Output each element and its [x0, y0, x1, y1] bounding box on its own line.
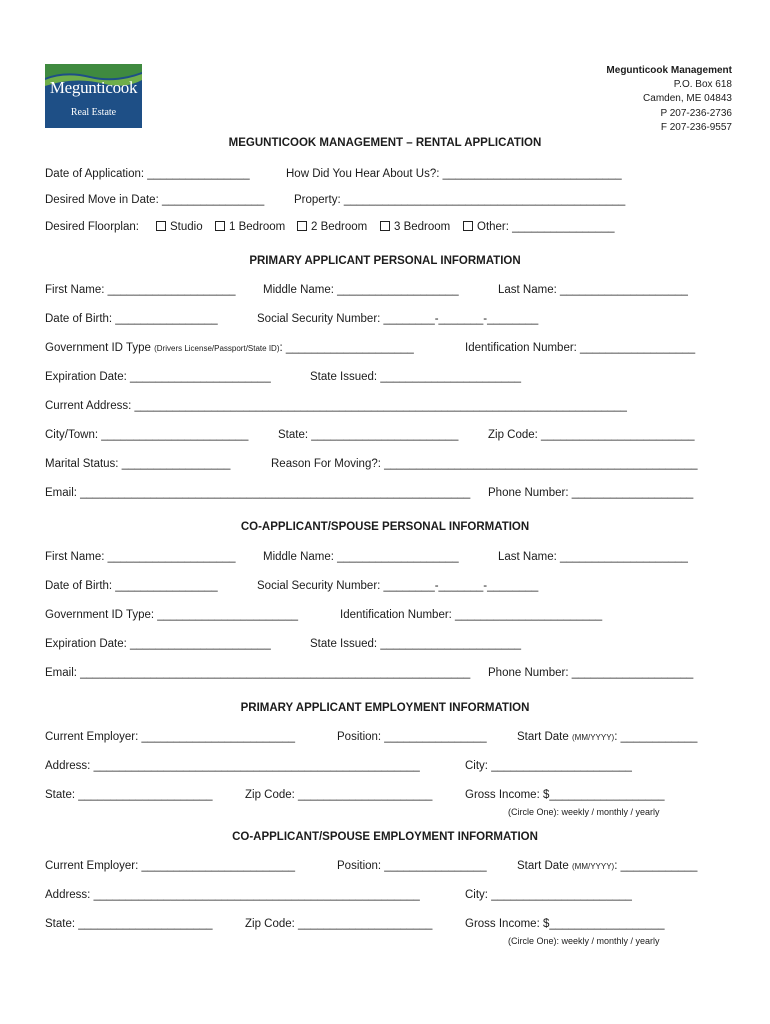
floorplan-other-checkbox[interactable]: Other: ________________	[463, 221, 614, 233]
ce-start-date-field[interactable]: Start Date (MM/YYYY): ____________	[517, 860, 698, 872]
cp-id-number-field[interactable]: Identification Number: _______________________	[340, 609, 603, 621]
pp-first-name-field[interactable]: First Name: ____________________	[45, 284, 236, 296]
logo-title: Megunticook	[49, 78, 138, 97]
floorplan-3bed-checkbox[interactable]: 3 Bedroom	[380, 221, 450, 233]
ce-employer-field[interactable]: Current Employer: ________________________	[45, 860, 296, 872]
checkbox-icon[interactable]	[156, 221, 166, 231]
pp-state-issued-field[interactable]: State Issued: ______________________	[310, 371, 522, 383]
pe-income-frequency[interactable]: (Circle One): weekly / monthly / yearly	[508, 807, 660, 817]
cp-phone-field[interactable]: Phone Number: ___________________	[488, 667, 694, 679]
pp-ssn-field[interactable]: Social Security Number: ________-_______-________	[257, 313, 539, 325]
pp-dob-field[interactable]: Date of Birth: ________________	[45, 313, 218, 325]
cp-first-name-field[interactable]: First Name: ____________________	[45, 551, 236, 563]
primary-employment-heading: PRIMARY APPLICANT EMPLOYMENT INFORMATION	[240, 702, 530, 714]
form-title: MEGUNTICOOK MANAGEMENT – RENTAL APPLICATION	[228, 137, 542, 149]
pe-employer-field[interactable]: Current Employer: ________________________	[45, 731, 296, 743]
company-phone: P 207-236-2736	[660, 107, 732, 119]
cp-dob-field[interactable]: Date of Birth: ________________	[45, 580, 218, 592]
cp-last-name-field[interactable]: Last Name: ____________________	[498, 551, 688, 563]
pe-city-field[interactable]: City: ______________________	[465, 760, 632, 772]
pp-phone-field[interactable]: Phone Number: ___________________	[488, 487, 694, 499]
pp-email-field[interactable]: Email: _____________________________________________________________	[45, 487, 471, 499]
cp-email-field[interactable]: Email: _____________________________________________________________	[45, 667, 471, 679]
pp-govid-field[interactable]: Government ID Type (Drivers License/Passport/State ID): ____________________	[45, 342, 414, 354]
ce-state-field[interactable]: State: _____________________	[45, 918, 213, 930]
pp-middle-name-field[interactable]: Middle Name: ___________________	[263, 284, 459, 296]
pp-id-number-field[interactable]: Identification Number: __________________	[465, 342, 696, 354]
pp-current-address-field[interactable]: Current Address: _____________________________________________________________________________	[45, 400, 627, 412]
company-address-block	[606, 64, 732, 135]
ce-address-field[interactable]: Address: ___________________________________________________	[45, 889, 420, 901]
ce-city-field[interactable]: City: ______________________	[465, 889, 632, 901]
how-hear-field[interactable]: How Did You Hear About Us?: ____________________________	[286, 168, 622, 180]
pe-state-field[interactable]: State: _____________________	[45, 789, 213, 801]
floorplan-studio-checkbox[interactable]: Studio	[156, 221, 203, 233]
cp-middle-name-field[interactable]: Middle Name: ___________________	[263, 551, 459, 563]
checkbox-icon[interactable]	[380, 221, 390, 231]
pe-income-field[interactable]: Gross Income: $__________________	[465, 789, 665, 801]
pp-marital-field[interactable]: Marital Status: _________________	[45, 458, 231, 470]
checkbox-icon[interactable]	[463, 221, 473, 231]
co-personal-heading: CO-APPLICANT/SPOUSE PERSONAL INFORMATION	[240, 521, 530, 533]
cp-ssn-field[interactable]: Social Security Number: ________-_______-________	[257, 580, 539, 592]
floorplan-2bed-checkbox[interactable]: 2 Bedroom	[297, 221, 367, 233]
pp-last-name-field[interactable]: Last Name: ____________________	[498, 284, 688, 296]
logo-subtitle: Real Estate	[70, 107, 117, 118]
co-employment-heading: CO-APPLICANT/SPOUSE EMPLOYMENT INFORMATION	[232, 831, 538, 843]
cp-state-issued-field[interactable]: State Issued: ______________________	[310, 638, 522, 650]
pe-position-field[interactable]: Position: ________________	[337, 731, 487, 743]
pe-address-field[interactable]: Address: ___________________________________________________	[45, 760, 420, 772]
ce-income-field[interactable]: Gross Income: $__________________	[465, 918, 665, 930]
floorplan-label: Desired Floorplan:	[45, 221, 139, 233]
checkbox-icon[interactable]	[215, 221, 225, 231]
ce-position-field[interactable]: Position: ________________	[337, 860, 487, 872]
company-logo	[45, 64, 142, 128]
pp-expiration-field[interactable]: Expiration Date: ______________________	[45, 371, 271, 383]
floorplan-1bed-checkbox[interactable]: 1 Bedroom	[215, 221, 285, 233]
ce-income-frequency[interactable]: (Circle One): weekly / monthly / yearly	[508, 936, 660, 946]
pp-city-field[interactable]: City/Town: _______________________	[45, 429, 249, 441]
cp-govid-field[interactable]: Government ID Type: ______________________	[45, 609, 298, 621]
cp-expiration-field[interactable]: Expiration Date: ______________________	[45, 638, 271, 650]
pe-start-date-field[interactable]: Start Date (MM/YYYY): ____________	[517, 731, 698, 743]
pp-reason-field[interactable]: Reason For Moving?: _________________________________________________	[271, 458, 698, 470]
primary-personal-heading: PRIMARY APPLICANT PERSONAL INFORMATION	[249, 255, 521, 267]
company-name: Megunticook Management	[606, 65, 732, 76]
property-field[interactable]: Property: ____________________________________________	[294, 194, 626, 206]
pp-zip-field[interactable]: Zip Code: ________________________	[488, 429, 695, 441]
date-of-application-field[interactable]: Date of Application: ________________	[45, 168, 250, 180]
pp-state-field[interactable]: State: _______________________	[278, 429, 459, 441]
pe-zip-field[interactable]: Zip Code: _____________________	[245, 789, 433, 801]
move-in-date-field[interactable]: Desired Move in Date: ________________	[45, 194, 265, 206]
checkbox-icon[interactable]	[297, 221, 307, 231]
company-city: Camden, ME 04843	[643, 93, 732, 105]
ce-zip-field[interactable]: Zip Code: _____________________	[245, 918, 433, 930]
company-po-box: P.O. Box 618	[673, 79, 732, 91]
company-fax: F 207-236-9557	[660, 121, 732, 133]
